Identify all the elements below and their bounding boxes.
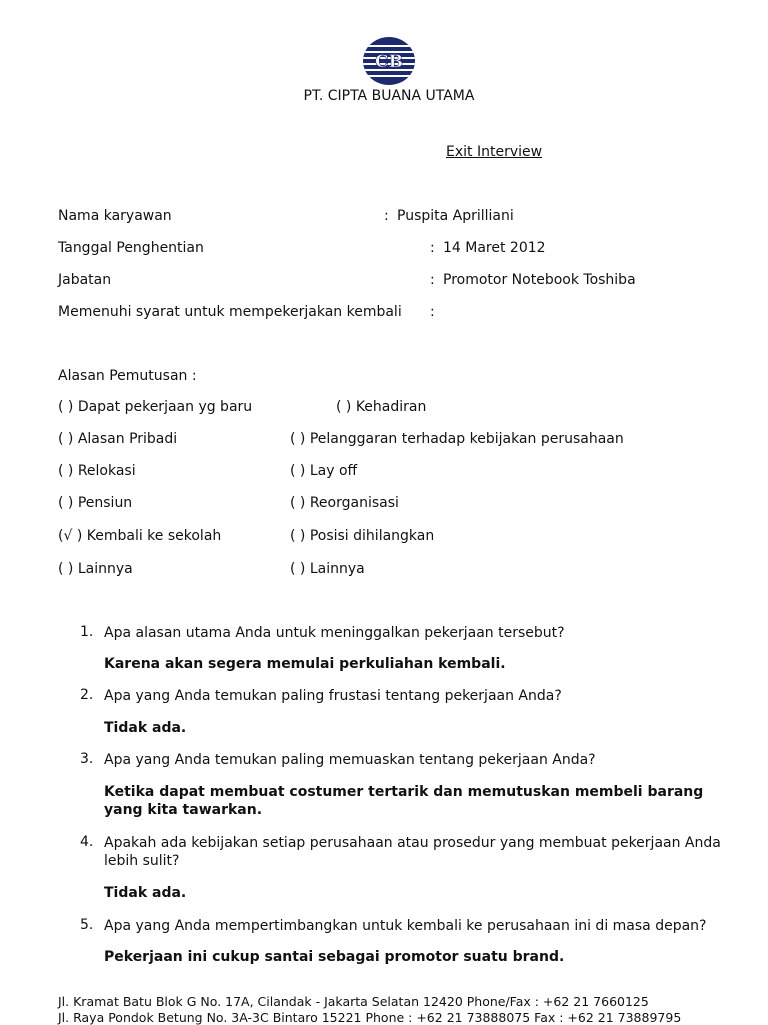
question-number: 4. [80, 834, 94, 850]
company-name: PT. CIPTA BUANA UTAMA [303, 88, 475, 104]
svg-text:CB: CB [375, 52, 403, 72]
field-sep-rehire: : [430, 304, 435, 320]
question-number: 3. [80, 751, 94, 767]
question-text: Apa yang Anda temukan paling memuaskan tentang pekerjaan Anda? [104, 752, 596, 768]
question-text: Apa alasan utama Anda untuk meninggalkan pekerjaan tersebut? [104, 625, 565, 641]
field-value-date: 14 Maret 2012 [443, 240, 546, 256]
question-text: Apa yang Anda temukan paling frustasi tentang pekerjaan Anda? [104, 688, 562, 704]
field-label-rehire: Memenuhi syarat untuk mempekerjakan kembali [58, 304, 402, 320]
reason-option: ( ) Pelanggaran terhadap kebijakan perusahaan [290, 431, 624, 447]
answer-text: Tidak ada. [104, 885, 187, 901]
question-number: 2. [80, 687, 94, 703]
reason-option: ( ) Relokasi [58, 463, 136, 479]
reason-option: ( ) Lainnya [58, 561, 133, 577]
reason-option-checked: (√ ) Kembali ke sekolah [58, 528, 222, 544]
field-sep-date: : [430, 240, 435, 256]
reasons-heading: Alasan Pemutusan : [58, 368, 197, 384]
answer-text: Pekerjaan ini cukup santai sebagai promotor suatu brand. [104, 949, 565, 965]
company-logo [362, 36, 416, 86]
question-text: Apakah ada kebijakan setiap perusahaan atau prosedur yang membuat pekerjaan Anda lebih sulit? [104, 835, 721, 869]
reason-option: ( ) Posisi dihilangkan [290, 528, 435, 544]
question-text: Apa yang Anda mempertimbangkan untuk kembali ke perusahaan ini di masa depan? [104, 918, 707, 934]
reason-option: ( ) Alasan Pribadi [58, 431, 178, 447]
field-value-position: Promotor Notebook Toshiba [443, 272, 636, 288]
answer-text: Ketika dapat membuat costumer tertarik dan memutuskan membeli barang yang kita tawarkan. [104, 784, 704, 818]
footer-address: Jl. Kramat Batu Blok G No. 17A, Cilandak - Jakarta Selatan 12420 Phone/Fax : +62 21 7660125 [58, 994, 649, 1009]
reason-option: ( ) Kehadiran [336, 399, 427, 415]
answer-text: Karena akan segera memulai perkuliahan kembali. [104, 656, 506, 672]
footer-address: Jl. Raya Pondok Betung No. 3A-3C Bintaro 15221 Phone : +62 21 73888075 Fax : +62 21 73889795 [58, 1010, 682, 1025]
field-value-name: Puspita Aprilliani [397, 208, 514, 224]
field-sep-name: : [384, 208, 389, 224]
reason-option: ( ) Dapat pekerjaan yg baru [58, 399, 253, 415]
field-label-position: Jabatan [58, 272, 112, 288]
question-number: 1. [80, 624, 94, 640]
field-label-date: Tanggal Penghentian [58, 240, 204, 256]
reason-option: ( ) Lainnya [290, 561, 365, 577]
document-title: Exit Interview [446, 144, 543, 160]
field-label-name: Nama karyawan [58, 208, 172, 224]
reason-option: ( ) Reorganisasi [290, 495, 399, 511]
reason-option: ( ) Pensiun [58, 495, 133, 511]
reason-option: ( ) Lay off [290, 463, 358, 479]
answer-text: Tidak ada. [104, 720, 187, 736]
field-sep-position: : [430, 272, 435, 288]
question-number: 5. [80, 917, 94, 933]
